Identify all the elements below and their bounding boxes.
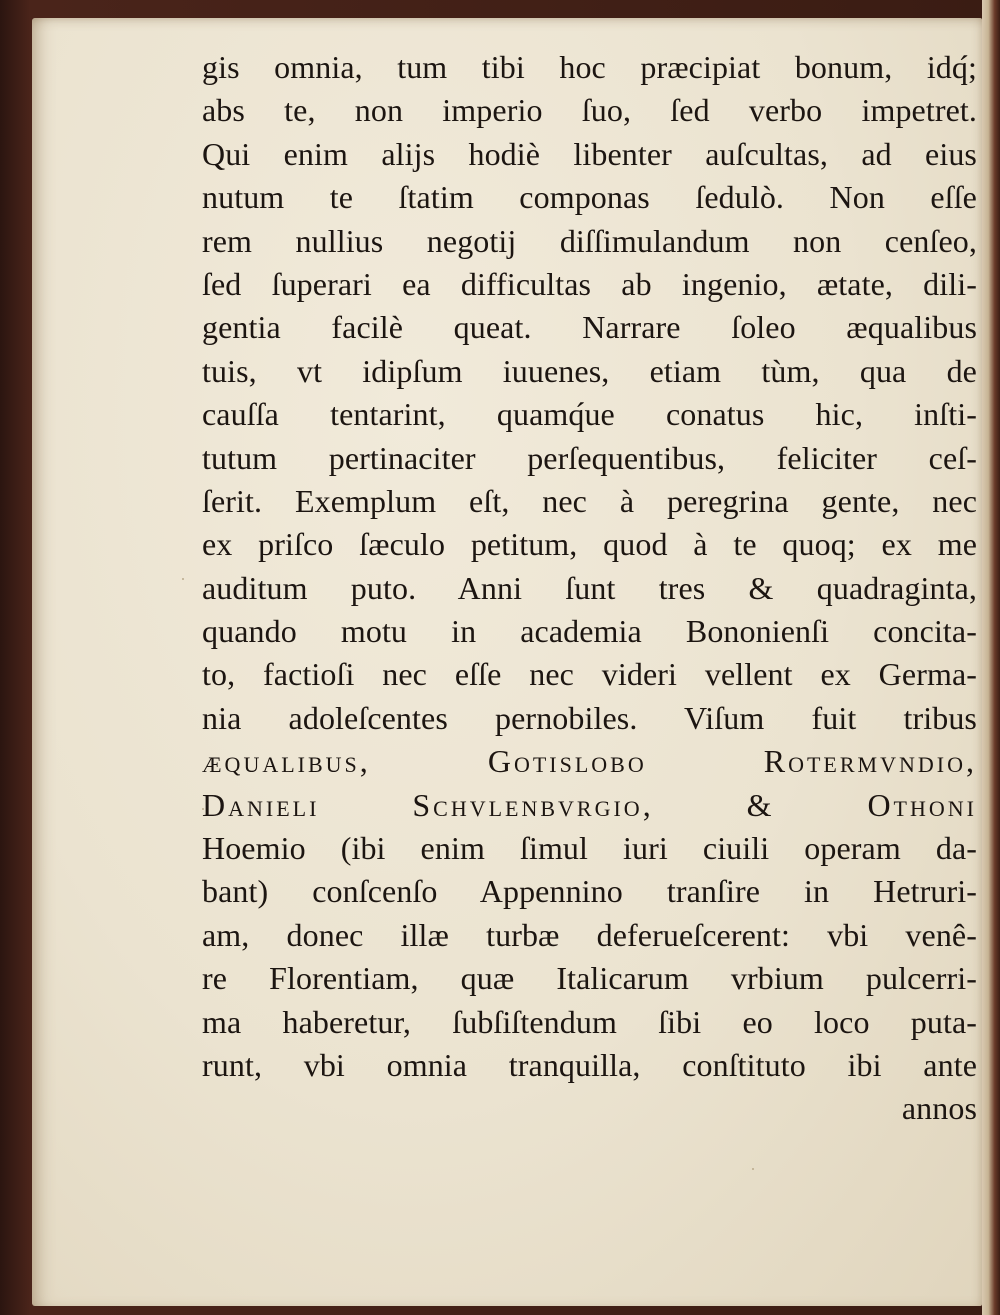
text-line: abs te, non imperio ſuo, ſed verbo impetret. [202, 92, 977, 129]
book-page [32, 18, 982, 1306]
page-text [202, 46, 977, 1131]
text-line: gentia facilè queat. Narrare ſoleo æqualibus [202, 309, 977, 346]
text-line: am, donec illæ turbæ deferueſcerent: vbi venê- [202, 916, 977, 953]
text-line: Qui enim alijs hodiè libenter auſcultas, ad eius [202, 135, 977, 172]
paper-speck [182, 578, 184, 580]
text-line: runt, vbi omnia tranquilla, conſtituto ibi ante [202, 1046, 977, 1083]
text-line: tutum pertinaciter perſequentibus, feliciter ceſ- [202, 439, 977, 476]
text-line: to, factioſi nec eſſe nec videri vellent ex Germa- [202, 656, 977, 693]
text-line: ma haberetur, ſubſiſtendum ſibi eo loco puta- [202, 1003, 977, 1040]
text-line: ſed ſuperari ea difficultas ab ingenio, ætate, dili- [202, 265, 977, 302]
text-line: tuis, vt idipſum iuuenes, etiam tùm, qua de [202, 352, 977, 389]
text-line-names: Danieli Schvlenbvrgio, & Othoni [202, 786, 977, 823]
text-line: re Florentiam, quæ Italicarum vrbium pulcerri- [202, 960, 977, 997]
text-line: quando motu in academia Bononienſi concita- [202, 613, 977, 650]
text-line: auditum puto. Anni ſunt tres & quadraginta, [202, 569, 977, 606]
text-line: bant) conſcenſo Appennino tranſire in Hetruri- [202, 873, 977, 910]
text-line-names: æqualibus, Gotislobo Rotermvndio, [202, 743, 977, 780]
text-line: nutum te ſtatim componas ſedulò. Non eſſe [202, 179, 977, 216]
text-line: Hoemio (ibi enim ſimul iuri ciuili operam da- [202, 830, 977, 867]
text-line: ſerit. Exemplum eſt, nec à peregrina gente, nec [202, 482, 977, 519]
text-line: nia adoleſcentes pernobiles. Viſum fuit tribus [202, 699, 977, 736]
text-line: cauſſa tentarint, quamq́ue conatus hic, inſti- [202, 396, 977, 433]
text-line: ex priſco ſæculo petitum, quod à te quoq; ex me [202, 526, 977, 563]
catchword: annos [901, 1090, 977, 1127]
text-line: gis omnia, tum tibi hoc præcipiat bonum, idq́; [202, 49, 977, 85]
paper-speck [752, 1168, 754, 1170]
text-line: rem nullius negotij diſſimulandum non cenſeo, [202, 222, 977, 259]
page-stack-edge [982, 0, 1000, 1315]
